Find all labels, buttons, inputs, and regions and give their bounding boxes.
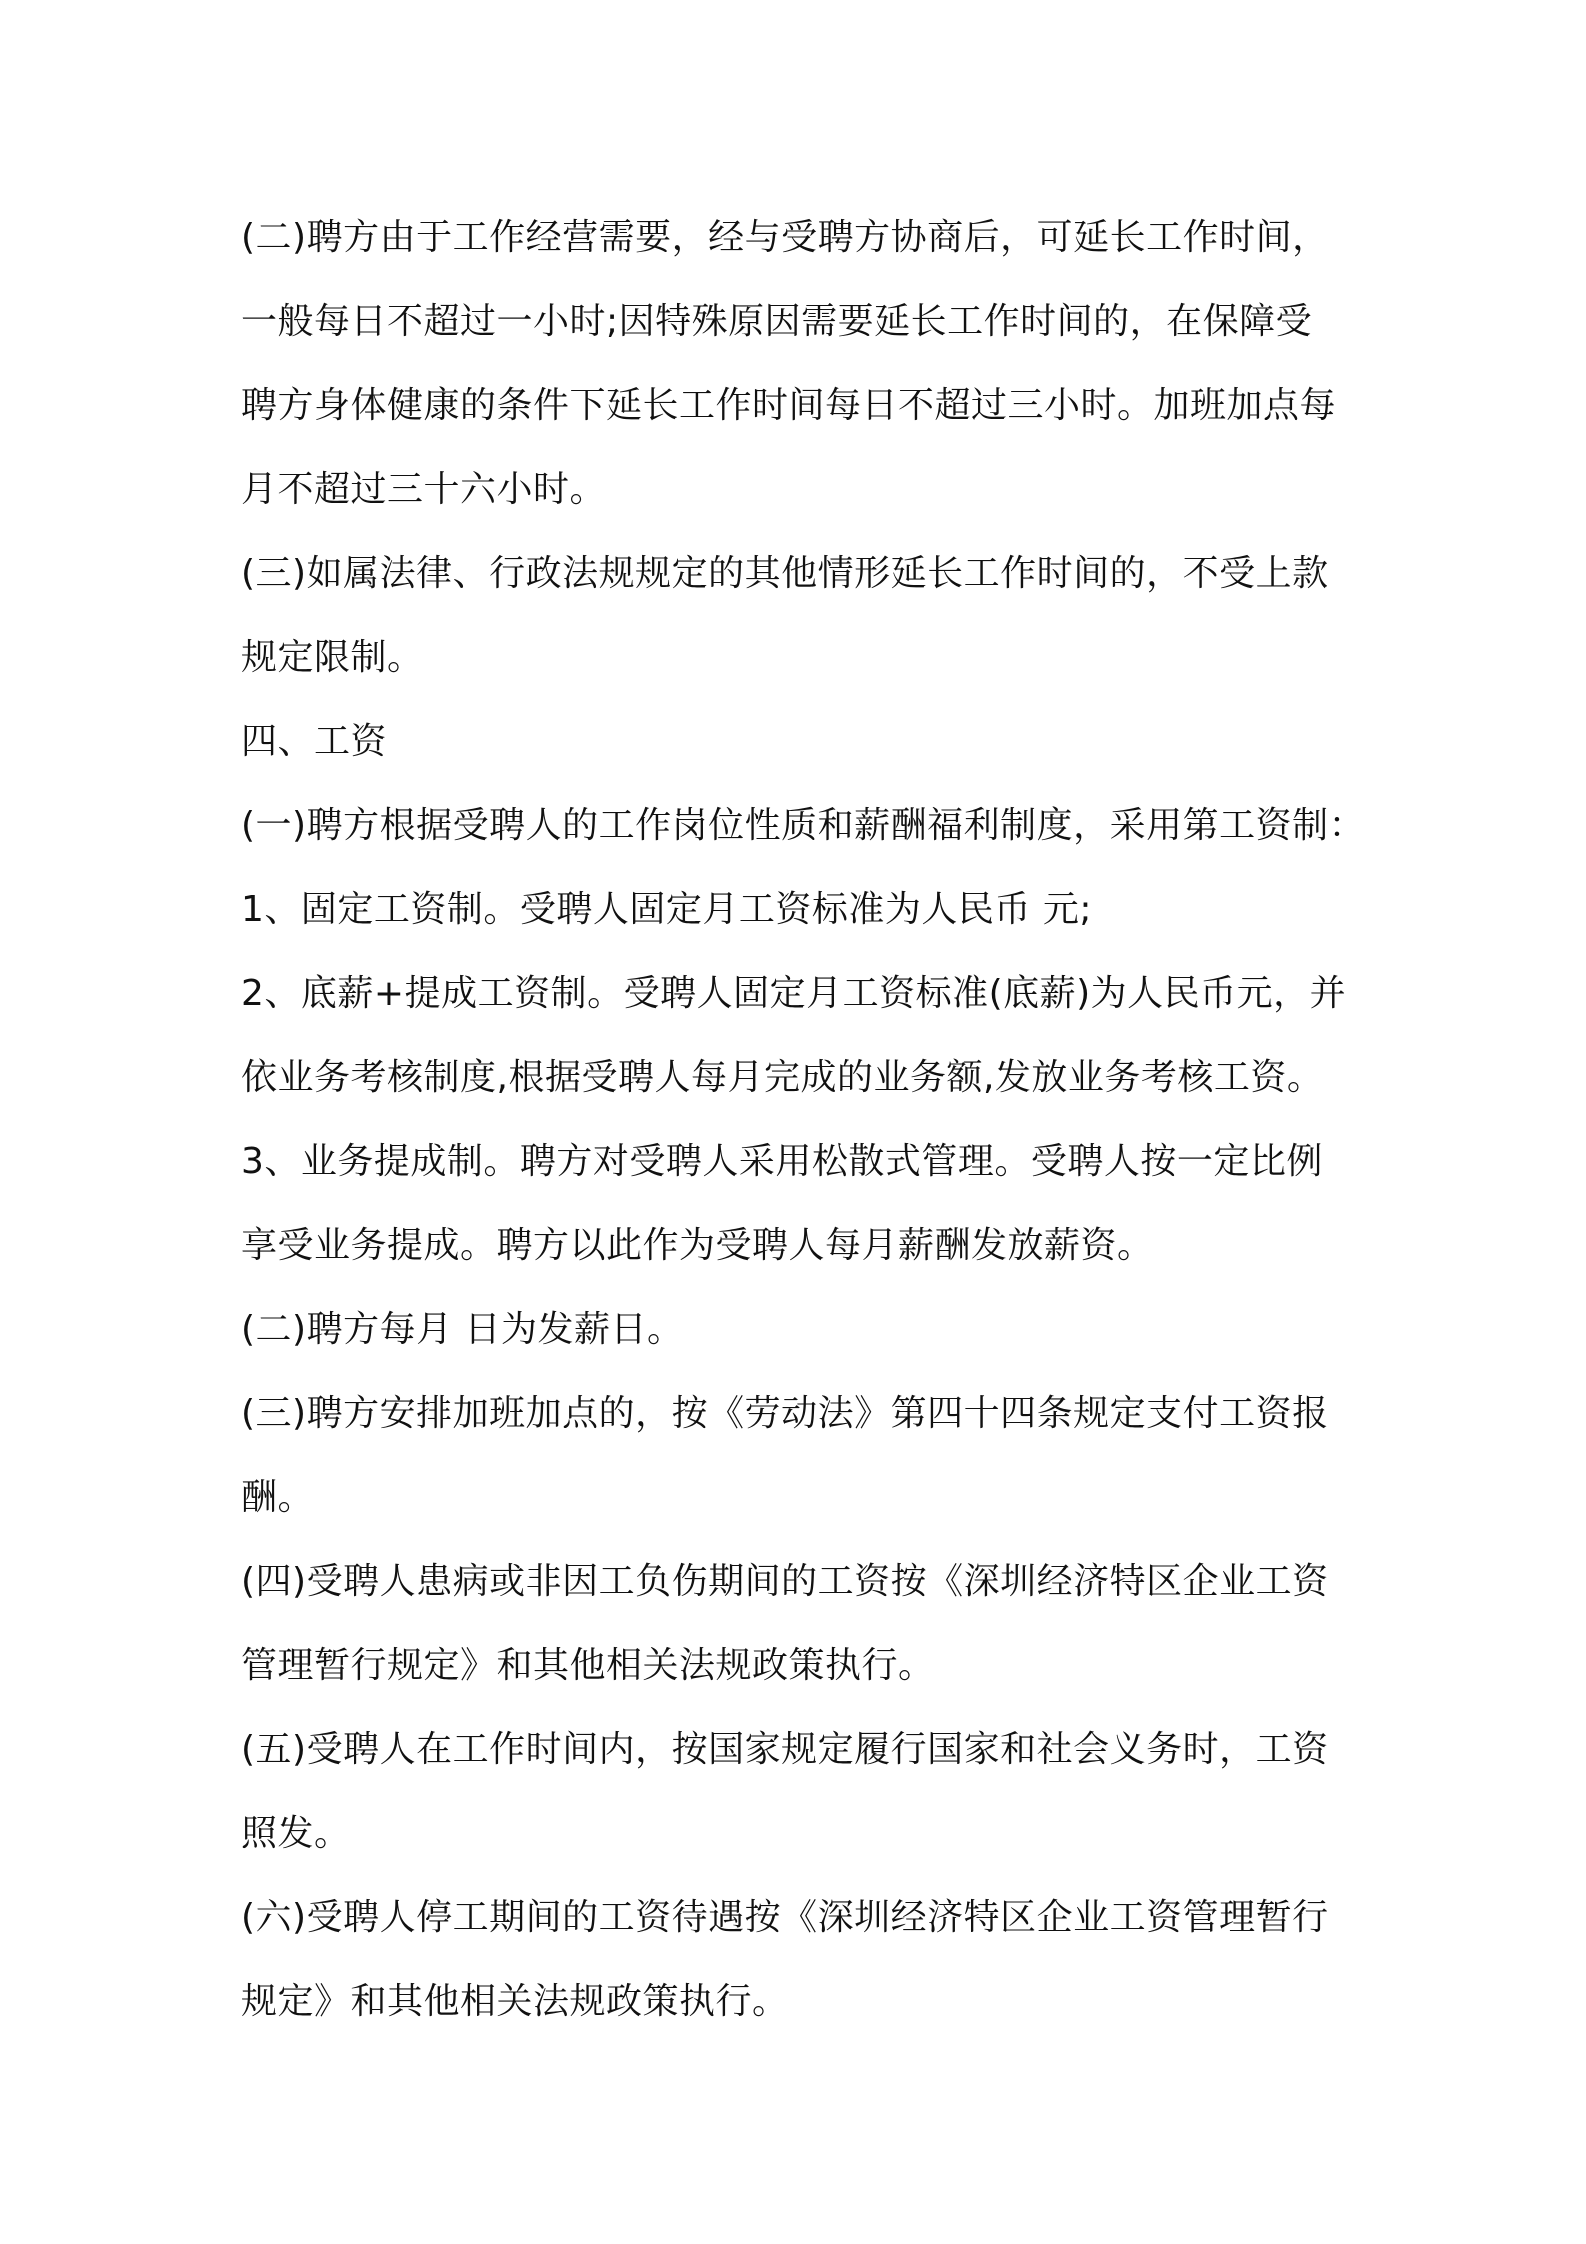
- text-line: 2、底薪+提成工资制。受聘人固定月工资标准(底薪)为人民币元，并: [241, 973, 1347, 1014]
- text-line: (一)聘方根据受聘人的工作岗位性质和薪酬福利制度，采用第工资制：: [241, 805, 1366, 846]
- document-body: [241, 196, 1366, 2044]
- text-line: (二)聘方每月 日为发薪日。: [241, 1309, 684, 1350]
- text-line: 照发。: [241, 1813, 351, 1854]
- text-line: 聘方身体健康的条件下延长工作时间每日不超过三小时。加班加点每: [241, 385, 1337, 426]
- text-line: 月不超过三十六小时。: [241, 469, 607, 510]
- text-line: 管理暂行规定》和其他相关法规政策执行。: [241, 1645, 935, 1686]
- text-line: 享受业务提成。聘方以此作为受聘人每月薪酬发放薪资。: [241, 1225, 1154, 1266]
- text-line: 依业务考核制度,根据受聘人每月完成的业务额,发放业务考核工资。: [241, 1057, 1324, 1098]
- text-line: 规定》和其他相关法规政策执行。: [241, 1981, 789, 2022]
- text-line: 1、固定工资制。受聘人固定月工资标准为人民币 元;: [241, 889, 1092, 930]
- text-line: (五)受聘人在工作时间内，按国家规定履行国家和社会义务时，工资: [241, 1729, 1329, 1770]
- text-line: (四)受聘人患病或非因工负伤期间的工资按《深圳经济特区企业工资: [241, 1561, 1329, 1602]
- section-heading-wages: 四、工资: [241, 721, 388, 762]
- text-line: 酬。: [241, 1477, 315, 1518]
- text-line: (二)聘方由于工作经营需要，经与受聘方协商后，可延长工作时间，: [241, 217, 1329, 258]
- text-line: 3、业务提成制。聘方对受聘人采用松散式管理。受聘人按一定比例: [241, 1141, 1323, 1182]
- text-line: (三)聘方安排加班加点的，按《劳动法》第四十四条规定支付工资报: [241, 1393, 1329, 1434]
- text-line: (六)受聘人停工期间的工资待遇按《深圳经济特区企业工资管理暂行: [241, 1897, 1329, 1938]
- text-line: 一般每日不超过一小时;因特殊原因需要延长工作时间的，在保障受: [241, 301, 1313, 342]
- text-line: 规定限制。: [241, 637, 424, 678]
- text-line: (三)如属法律、行政法规规定的其他情形延长工作时间的，不受上款: [241, 553, 1329, 594]
